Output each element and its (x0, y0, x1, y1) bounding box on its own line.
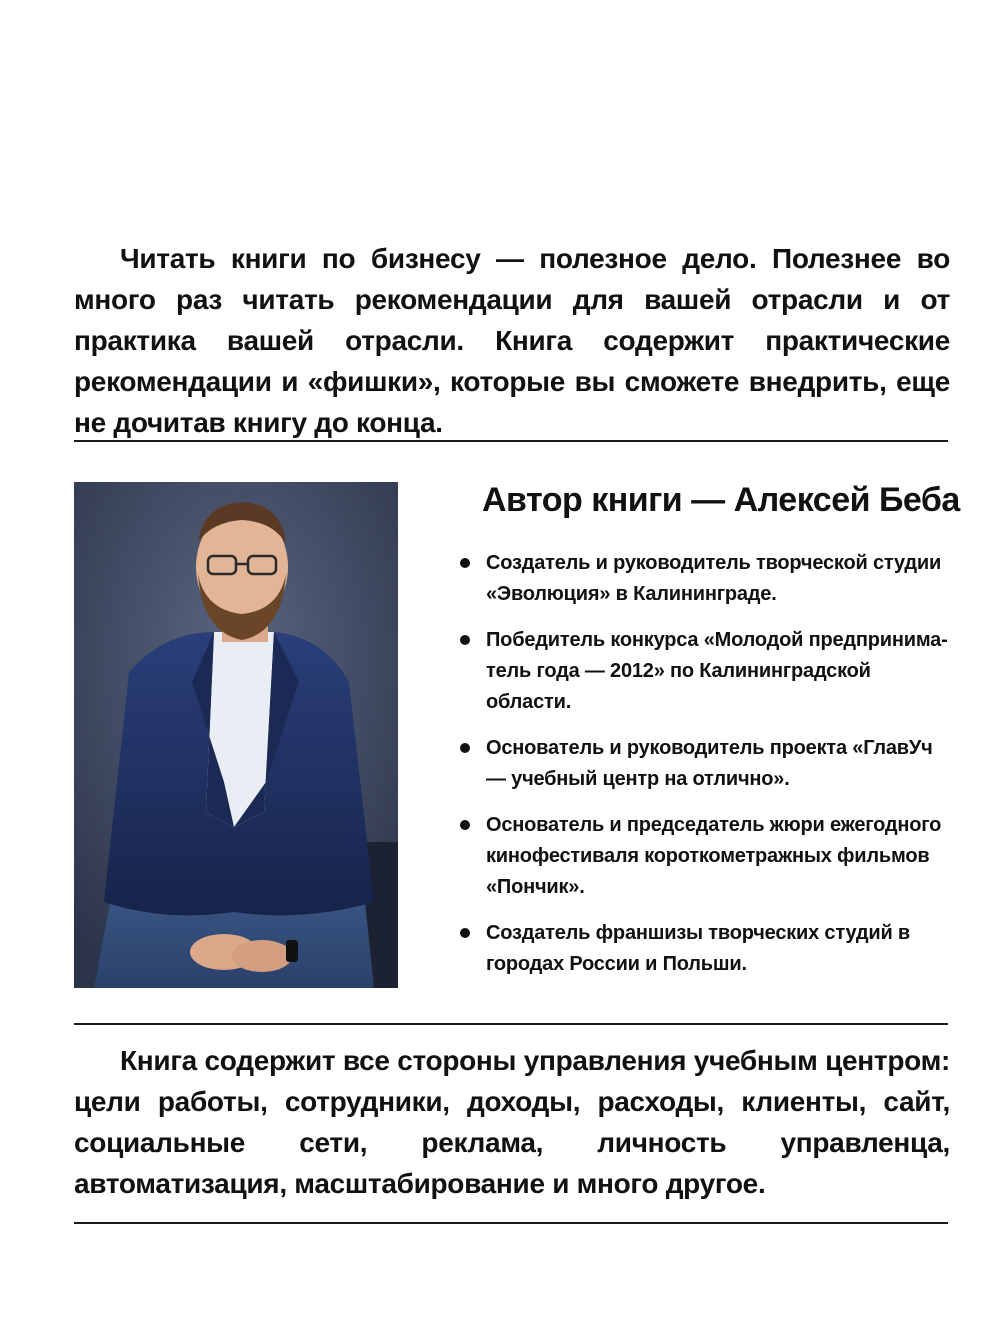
divider-middle (74, 1023, 948, 1025)
bullet-icon (460, 558, 470, 568)
author-photo (74, 482, 398, 988)
bio-item (460, 548, 952, 610)
bullet-icon (460, 928, 470, 938)
bio-item (460, 733, 952, 795)
bullet-icon (460, 743, 470, 753)
bio-item (460, 810, 952, 903)
outro-paragraph: Книга содержит все стороны управления учебным центром: цели работы, сотрудники, доходы, расходы, клиенты, сайт, социальные сети, реклама, личность управленца, автоматизация, масштабирование и много другое. (74, 1045, 950, 1199)
intro-paragraph: Читать книги по бизнесу — полезное дело. Полезнее во много раз читать рекомендации для вашей отрасли и от практика вашей отрасли. Книга содержит практические рекомендации и «фишки», которые вы сможете внедрить, еще не дочитав книгу до конца. (74, 243, 950, 438)
bio-item-text: Создатель франшизы творческих студий в городах России и Польши. (486, 922, 911, 975)
bio-item-text: Основатель и руководитель проекта «ГлавУч — учебный центр на отлично». (486, 737, 933, 790)
bio-item-text: Победитель конкурса «Молодой предпринима-тель года — 2012» по Калининградской области. (486, 629, 948, 713)
bullet-icon (460, 820, 470, 830)
divider-bottom (74, 1222, 948, 1224)
bio-item-text: Создатель и руководитель творческой студии «Эволюция» в Калининграде. (486, 552, 942, 605)
bio-item-text: Основатель и председатель жюри ежегодного кинофестиваля короткометражных фильмов «Пончик». (486, 814, 942, 898)
author-title: Автор книги — Алексей Беба (482, 481, 960, 519)
divider-top (74, 440, 948, 442)
bio-item (460, 625, 952, 718)
author-bio-list (460, 548, 952, 995)
bullet-icon (460, 635, 470, 645)
bio-item (460, 918, 952, 980)
